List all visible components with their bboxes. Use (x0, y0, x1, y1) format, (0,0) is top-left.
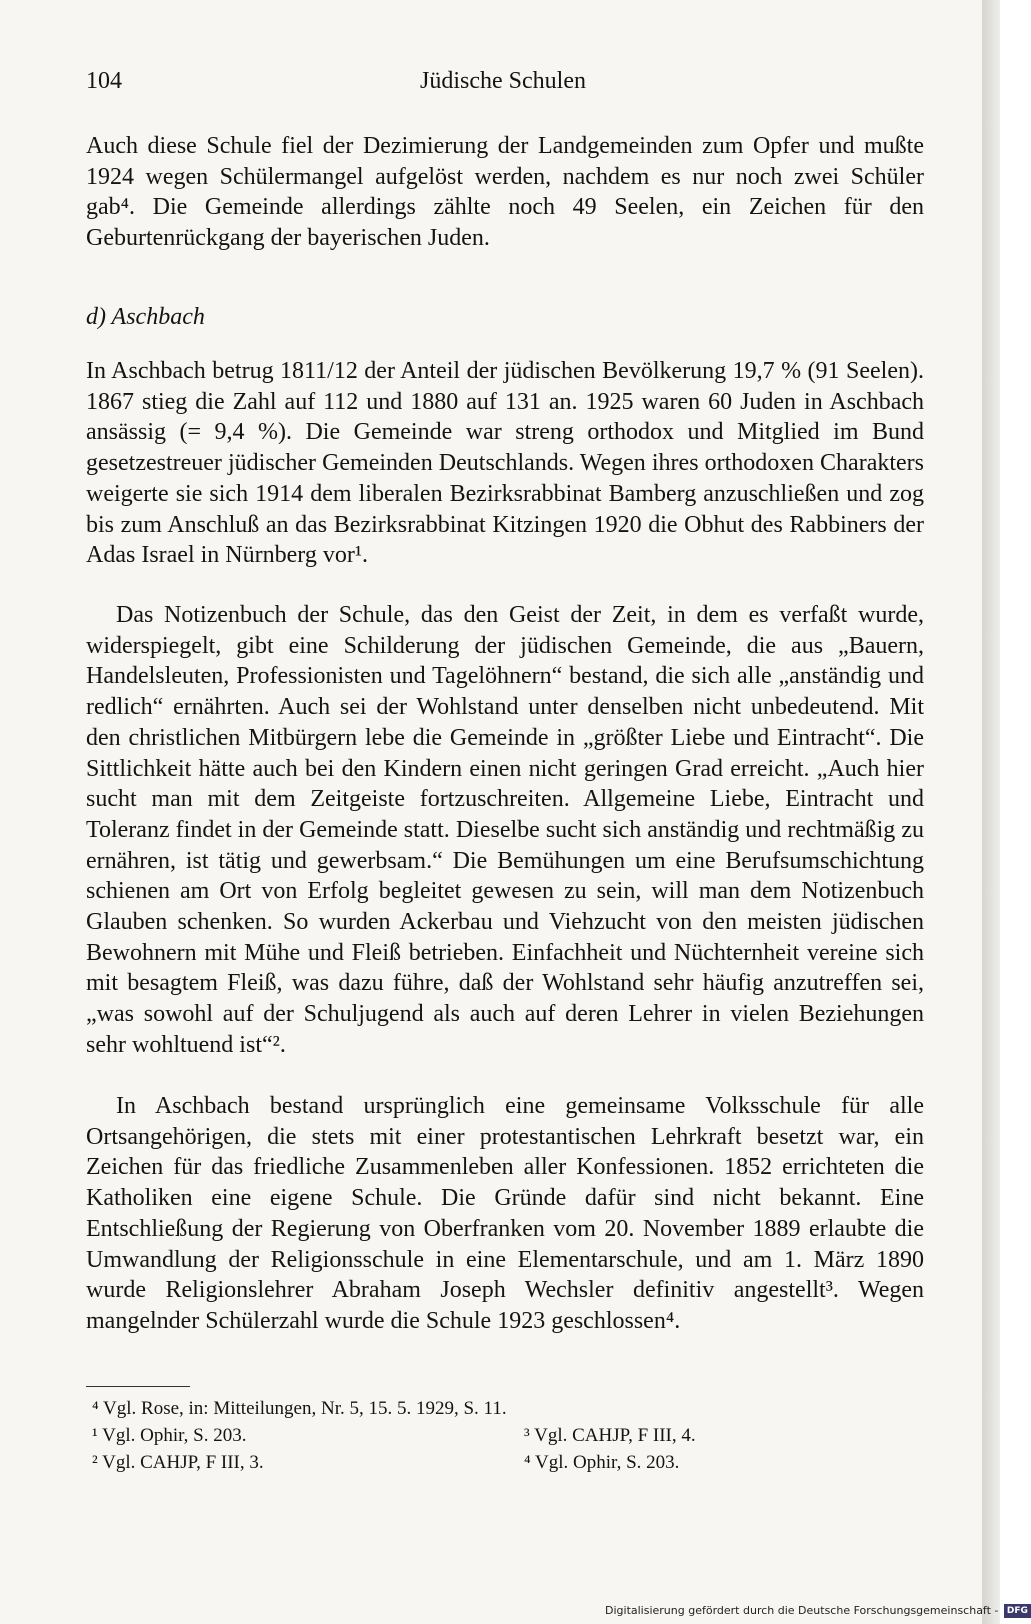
footnote-1: ¹ Vgl. Ophir, S. 203. (92, 1425, 247, 1446)
paragraph-1: Auch diese Schule fiel der Dezimierung der Landgemeinden zum Opfer und mußte 1924 wegen Schülermangel aufgelöst werden, nachdem es nur noch zwei Schüler gab⁴. Die Gemeinde allerdings zählte noch 49 Seelen, ein Zeichen für den Geburtenrückgang der bayerischen Juden. (86, 133, 924, 252)
running-title: Jüdische Schulen (420, 68, 586, 94)
footnote-4: ⁴ Vgl. Ophir, S. 203. (524, 1452, 680, 1473)
footnote-2: ² Vgl. CAHJP, F III, 3. (92, 1452, 264, 1473)
digitization-credit (605, 1604, 1031, 1618)
section-heading: d) Aschbach (86, 304, 205, 330)
dfg-logo: DFG (1004, 1604, 1031, 1618)
footnote-rule (86, 1386, 190, 1387)
paragraph-4: In Aschbach bestand ursprünglich eine gemeinsame Volksschule für alle Ortsangehörigen, die stets mit einer protestantischen Lehrkraft besetzt war, ein Zeichen für das friedliche Zusammenleben aller Konfessionen. 1852 errichteten die Katholiken eine eigene Schule. Die Gründe dafür sind nicht bekannt. Eine Entschließung der Regierung von Oberfranken vom 20. November 1889 erlaubte die Umwandlung der Religionsschule in eine Elementarschule, und am 1. März 1890 wurde Religionslehrer Abraham Joseph Wechsler definitiv angestellt³. Wegen mangelnder Schülerzahl wurde die Schule 1923 geschlossen⁴. (86, 1093, 924, 1334)
footnote-3: ³ Vgl. CAHJP, F III, 4. (524, 1425, 696, 1446)
footnote-prev-4: ⁴ Vgl. Rose, in: Mitteilungen, Nr. 5, 15. 5. 1929, S. 11. (92, 1398, 507, 1419)
paragraph-3: Das Notizenbuch der Schule, das den Geist der Zeit, in dem es verfaßt wurde, widerspiegelt, gibt eine Schilderung der jüdischen Gemeinde, die aus „Bauern, Handelsleuten, Professionisten und Tagelöhnern“ bestand, die sich alle „anständig und redlich“ ernährten. Auch sei der Wohlstand unter denselben nicht unbedeutend. Mit den christlichen Mitbürgern lebe die Gemeinde in „größter Liebe und Eintracht“. Die Sittlichkeit hätte auch bei den Kindern einen nicht geringen Grad erreicht. „Auch hier sucht man mit dem Zeitgeiste fortzuschreiten. Allgemeine Liebe, Eintracht und Toleranz findet in der Gemeinde statt. Dieselbe sucht sich anständig und rechtmäßig zu ernähren, ist tätig und gewerbsam.“ Die Bemühungen um eine Berufsumschichtung schienen am Ort von Erfolg begleitet gewesen zu sein, will man dem Notizenbuch Glauben schenken. So wurden Ackerbau und Viehzucht von den meisten jüdischen Bewohnern mit Mühe und Fleiß betrieben. Einfachheit und Nüchternheit vereine sich mit besagtem Fleiß, was dazu führe, daß der Wohlstand sehr häufig anzutreffen sei, „was sowohl auf der Schuljugend als auch auf deren Lehrer in vielen Beziehungen sehr wohltuend ist“². (86, 602, 924, 1058)
paragraph-2: In Aschbach betrug 1811/12 der Anteil der jüdischen Bevölkerung 19,7 % (91 Seelen). 1867 stieg die Zahl auf 112 und 1880 auf 131 an. 1925 waren 60 Juden in Aschbach ansässig (= 9,4 %). Die Gemeinde war streng orthodox und Mitglied im Bund gesetzestreuer jüdischer Gemeinden Deutschlands. Wegen ihres orthodoxen Charakters weigerte sie sich 1914 dem liberalen Bezirksrabbinat Bamberg anzuschließen und zog bis zum Anschluß an das Bezirksrabbinat Kitzingen 1920 die Obhut des Rabbiners der Adas Israel in Nürnberg vor¹. (86, 358, 924, 569)
page-number: 104 (86, 68, 122, 94)
credit-text: Digitalisierung gefördert durch die Deutsche Forschungsgemeinschaft - (605, 1604, 999, 1617)
page-edge-shadow (982, 0, 1000, 1624)
